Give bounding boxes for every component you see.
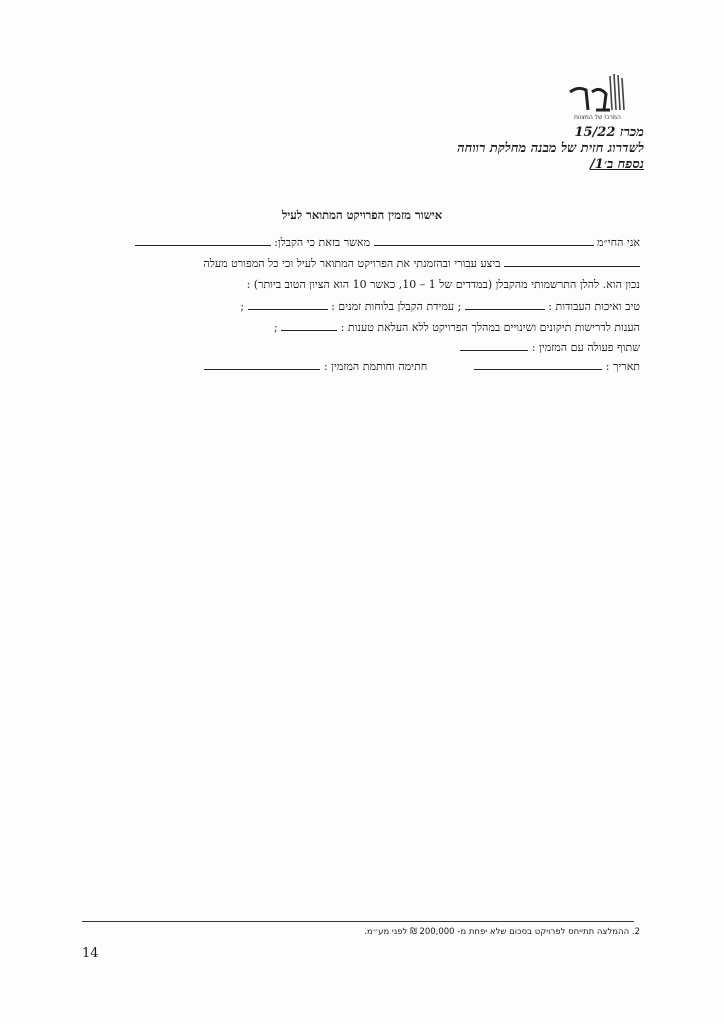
label-performed: ביצע עבורי ובהזמנתי את הפרויקט המתואר לעיל וכי כל המפורט מעלה (203, 257, 501, 270)
signature-field[interactable] (204, 359, 320, 370)
label-cooperation: שתוף פעולה עם המזמין : (531, 341, 640, 354)
form-title: אישור מזמין הפרויקט המתואר לעיל (281, 208, 443, 222)
label-signature: חתימה וחותמת המזמין : (323, 360, 428, 373)
form-line-4 (240, 299, 640, 313)
label-responsiveness: הענות לדרישות תיקונים ושינויים במהלך הפרויקט ללא העלאת טענות : (340, 321, 640, 334)
separator-2: ; (273, 321, 278, 334)
label-confirm-contractor: מאשר בזאת כי הקבלן (277, 236, 371, 249)
label-rating-intro: נכון הוא. להלן התרשמותי מהקבלן (במדדים של 1 – 10, כאשר 10 הוא הציון הטוב ביותר) : (246, 278, 640, 291)
page-number: 14 (82, 946, 99, 961)
label-date: תאריך : (605, 360, 640, 373)
name-field[interactable] (374, 235, 594, 246)
footnote: 2. ההמלצה תתייחס לפרויקט בסכום שלא יפחת מ- 200,000 ₪ לפני מע״מ. (364, 927, 640, 937)
separator-1: ; (240, 300, 245, 313)
logo-caption: המרכז של המצוות (574, 114, 621, 121)
form-line-3 (247, 278, 640, 291)
contractor-field[interactable] (135, 235, 271, 246)
label-undersigned: אני החי״מ (597, 236, 640, 249)
form-line-2 (203, 256, 640, 270)
form-line-1: אני החי״מ מאשר בזאת כי הקבלן: (135, 235, 640, 249)
label-schedule: ; עמידת הקבלן בלוחות זמנים : (331, 300, 462, 313)
form-line-7 (204, 359, 640, 373)
schedule-rating-field[interactable] (248, 299, 328, 310)
label-quality: טיב ואיכות העבודות : (548, 300, 640, 313)
form-line-6 (460, 340, 640, 354)
appendix-label: נספח ב׳1/ (590, 157, 644, 172)
tender-subject: לשדרוג חזית של מבנה מחלקת רווחה (457, 141, 644, 156)
quality-rating-field[interactable] (465, 299, 545, 310)
footnote-rule (82, 921, 634, 922)
tender-number: מכרז 15/22 (574, 125, 644, 140)
form-line-5 (274, 320, 640, 334)
responsiveness-rating-field[interactable] (281, 320, 337, 331)
date-field[interactable] (474, 359, 602, 370)
cooperation-rating-field[interactable] (460, 340, 528, 351)
project-field[interactable] (504, 256, 640, 267)
